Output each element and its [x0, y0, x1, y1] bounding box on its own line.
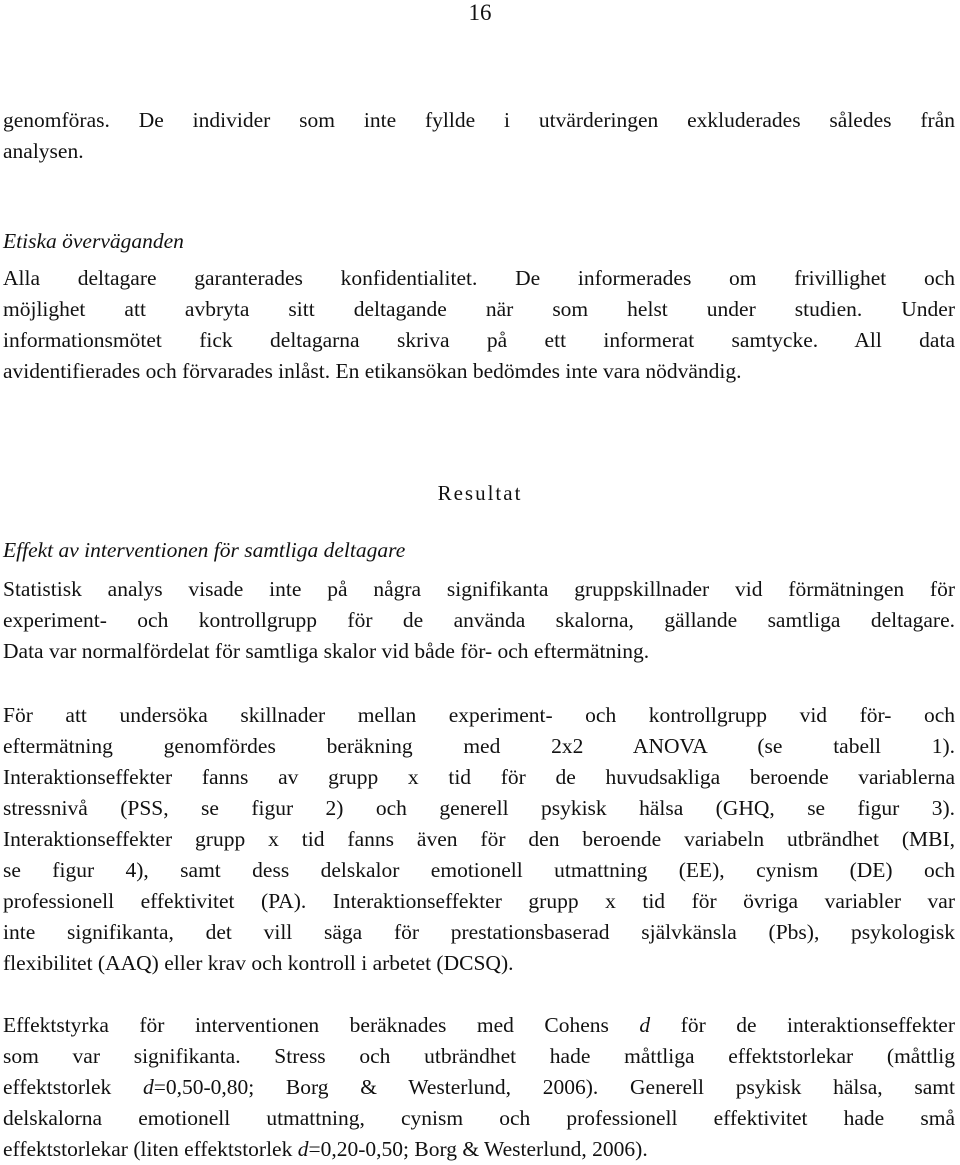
results-p1-line-3: Data var normalfördelat för samtliga skalor vid både för- och eftermätning.	[3, 639, 650, 663]
results-p2-line-1: För att undersöka skillnader mellan experiment- och kontrollgrupp vid för- och	[3, 703, 955, 727]
results-p2-line-7: professionell effektivitet (PA). Interaktionseffekter grupp x tid för övriga variabler var	[3, 889, 955, 913]
ethics-line-2: möjlighet att avbryta sitt deltagande när som helst under studien. Under	[3, 297, 955, 321]
results-p2-line-3: Interaktionseffekter fanns av grupp x tid för de huvudsakliga beroende variablerna	[3, 765, 955, 789]
ethics-heading: Etiska överväganden	[3, 229, 184, 253]
ethics-line-1: Alla deltagare garanterades konfidentialitet. De informerades om frivillighet och	[3, 266, 955, 290]
p3-l1-b: för de interaktionseffekter	[650, 1013, 955, 1037]
effect-d-symbol-1: d	[142, 1075, 154, 1099]
intro-line-2: analysen.	[3, 139, 84, 163]
results-p1-line-1: Statistisk analys visade inte på några signifikanta gruppskillnader vid förmätningen för	[3, 577, 955, 601]
results-p2-line-8: inte signifikanta, det vill säga för prestationsbaserad självkänsla (Pbs), psykologisk	[3, 920, 955, 944]
results-p2-line-5: Interaktionseffekter grupp x tid fanns även för den beroende variabeln utbrändhet (MBI,	[3, 827, 955, 851]
cohens-d-symbol: d	[639, 1013, 651, 1037]
p3-l3-a: effektstorlek	[3, 1075, 143, 1099]
results-p3-line-4: delskalorna emotionell utmattning, cynism och professionell effektivitet hade små	[3, 1106, 955, 1130]
p3-l5-a: effektstorlekar (liten effektstorlek	[3, 1137, 298, 1161]
ethics-line-3: informationsmötet fick deltagarna skriva på ett informerat samtycke. All data	[3, 328, 955, 352]
results-p3-line-1	[3, 1010, 955, 1041]
results-p3-line-5	[3, 1134, 955, 1165]
results-p2-line-9: flexibilitet (AAQ) eller krav och kontroll i arbetet (DCSQ).	[3, 951, 514, 975]
p3-l3-b: =0,50-0,80; Borg & Westerlund, 2006). Generell psykisk hälsa, samt	[153, 1075, 955, 1099]
results-subheading: Effekt av interventionen för samtliga deltagare	[3, 538, 406, 562]
ethics-line-4: avidentifierades och förvarades inlåst. En etikansökan bedömdes inte vara nödvändig.	[3, 359, 742, 383]
results-p3-line-3	[3, 1072, 955, 1103]
p3-l1-a: Effektstyrka för interventionen beräknades med Cohens	[3, 1013, 640, 1037]
results-p2-line-4: stressnivå (PSS, se figur 2) och generell psykisk hälsa (GHQ, se figur 3).	[3, 796, 955, 820]
results-heading: Resultat	[437, 481, 523, 505]
page-number: 16	[468, 0, 492, 25]
intro-line-1: genomföras. De individer som inte fyllde i utvärderingen exkluderades således från	[3, 108, 955, 132]
results-p3-line-2: som var signifikanta. Stress och utbrändhet hade måttliga effektstorlekar (måttlig	[3, 1044, 955, 1068]
results-p1-line-2: experiment- och kontrollgrupp för de använda skalorna, gällande samtliga deltagare.	[3, 608, 955, 632]
results-p2-line-6: se figur 4), samt dess delskalor emotionell utmattning (EE), cynism (DE) och	[3, 858, 955, 882]
p3-l5-b: =0,20-0,50; Borg & Westerlund, 2006).	[308, 1137, 648, 1161]
effect-d-symbol-2: d	[297, 1137, 309, 1161]
results-p2-line-2: eftermätning genomfördes beräkning med 2x2 ANOVA (se tabell 1).	[3, 734, 955, 758]
